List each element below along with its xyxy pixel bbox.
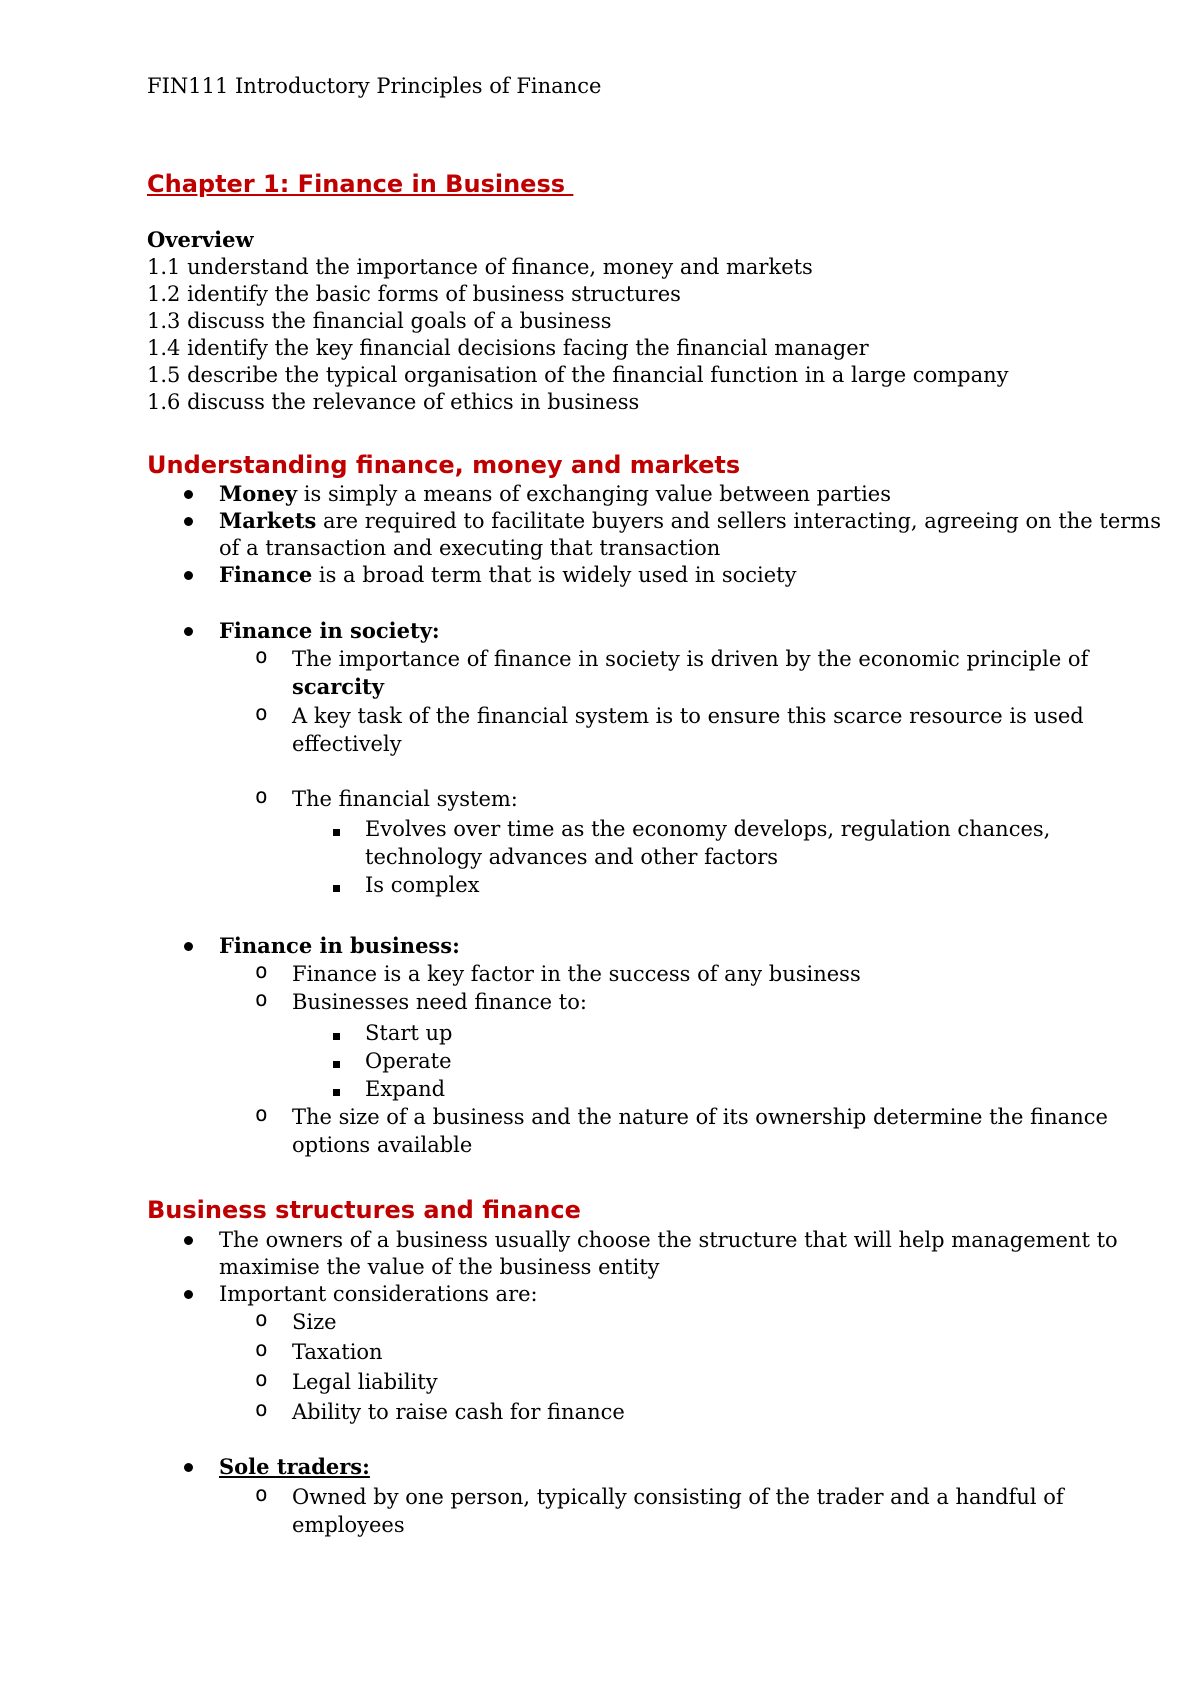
markets-text-cont: of a transaction and executing that transaction bbox=[219, 536, 721, 560]
circle-bullet-icon: o bbox=[255, 1367, 268, 1391]
bullet-icon bbox=[184, 1463, 193, 1472]
term-scarcity: scarcity bbox=[292, 674, 384, 699]
bullet-icon bbox=[184, 490, 193, 499]
system-point: Is complex bbox=[365, 873, 480, 897]
overview-item: 1.4 identify the key financial decisions facing the financial manager bbox=[147, 336, 869, 360]
circle-bullet-icon: o bbox=[255, 701, 268, 725]
society-point-cont: effectively bbox=[292, 732, 402, 756]
system-point-cont: technology advances and other factors bbox=[365, 845, 779, 869]
circle-bullet-icon: o bbox=[255, 1337, 268, 1361]
business-point: Finance is a key factor in the success of any business bbox=[292, 962, 861, 986]
section-heading-markets: Understanding finance, money and markets bbox=[147, 451, 741, 479]
square-bullet-icon bbox=[333, 885, 340, 892]
chapter-title: Chapter 1: Finance in Business bbox=[147, 170, 574, 198]
structures-point: The owners of a business usually choose the structure that will help management to bbox=[219, 1228, 1118, 1252]
bullet-icon bbox=[184, 942, 193, 951]
bullet-icon bbox=[184, 517, 193, 526]
circle-bullet-icon: o bbox=[255, 644, 268, 668]
sole-traders-heading: Sole traders: bbox=[219, 1454, 370, 1479]
money-text: is simply a means of exchanging value between parties bbox=[297, 482, 891, 506]
circle-bullet-icon: o bbox=[255, 959, 268, 983]
overview-item: 1.1 understand the importance of finance, money and markets bbox=[147, 255, 813, 279]
overview-item: 1.6 discuss the relevance of ethics in business bbox=[147, 390, 640, 414]
finance-in-business-heading: Finance in business: bbox=[219, 933, 460, 958]
overview-heading: Overview bbox=[147, 227, 254, 252]
term-finance: Finance bbox=[219, 562, 313, 587]
system-point: Evolves over time as the economy develops, regulation chances, bbox=[365, 817, 1051, 841]
term-markets: Markets bbox=[219, 508, 317, 533]
markets-text: are required to facilitate buyers and sellers interacting, agreeing on the terms bbox=[316, 509, 1161, 533]
circle-bullet-icon: o bbox=[255, 1102, 268, 1126]
consideration-item: Taxation bbox=[292, 1340, 383, 1364]
society-point: A key task of the financial system is to ensure this scarce resource is used bbox=[292, 704, 1084, 728]
consideration-item: Size bbox=[292, 1310, 337, 1334]
money-bullet bbox=[219, 480, 891, 508]
square-bullet-icon bbox=[333, 829, 340, 836]
need-item: Expand bbox=[365, 1077, 446, 1101]
circle-bullet-icon: o bbox=[255, 1307, 268, 1331]
square-bullet-icon bbox=[333, 1061, 340, 1068]
markets-bullet bbox=[219, 507, 1161, 535]
page-header: FIN111 Introductory Principles of Finance bbox=[147, 74, 602, 98]
bullet-icon bbox=[184, 627, 193, 636]
need-item: Start up bbox=[365, 1021, 453, 1045]
circle-bullet-icon: o bbox=[255, 784, 268, 808]
finance-in-society-heading: Finance in society: bbox=[219, 618, 440, 643]
bullet-icon bbox=[184, 571, 193, 580]
circle-bullet-icon: o bbox=[255, 1397, 268, 1421]
sole-traders-point-cont: employees bbox=[292, 1513, 405, 1537]
overview-item: 1.5 describe the typical organisation of the financial function in a large company bbox=[147, 363, 1009, 387]
structures-point: Important considerations are: bbox=[219, 1282, 538, 1306]
structures-point-cont: maximise the value of the business entity bbox=[219, 1255, 660, 1279]
overview-item: 1.2 identify the basic forms of business structures bbox=[147, 282, 681, 306]
consideration-item: Legal liability bbox=[292, 1370, 438, 1394]
financial-system-heading: The financial system: bbox=[292, 787, 518, 811]
business-point: Businesses need finance to: bbox=[292, 990, 587, 1014]
need-item: Operate bbox=[365, 1049, 452, 1073]
circle-bullet-icon: o bbox=[255, 1482, 268, 1506]
business-point: The size of a business and the nature of its ownership determine the finance bbox=[292, 1105, 1108, 1129]
sole-traders-point: Owned by one person, typically consisting of the trader and a handful of bbox=[292, 1485, 1064, 1509]
finance-bullet bbox=[219, 561, 796, 589]
circle-bullet-icon: o bbox=[255, 987, 268, 1011]
overview-item: 1.3 discuss the financial goals of a business bbox=[147, 309, 612, 333]
square-bullet-icon bbox=[333, 1089, 340, 1096]
finance-text: is a broad term that is widely used in society bbox=[312, 563, 797, 587]
society-point: The importance of finance in society is driven by the economic principle of bbox=[292, 647, 1089, 671]
business-point-cont: options available bbox=[292, 1133, 473, 1157]
section-heading-structures: Business structures and finance bbox=[147, 1196, 581, 1224]
bullet-icon bbox=[184, 1290, 193, 1299]
bullet-icon bbox=[184, 1236, 193, 1245]
term-money: Money bbox=[219, 481, 298, 506]
consideration-item: Ability to raise cash for finance bbox=[292, 1400, 625, 1424]
square-bullet-icon bbox=[333, 1033, 340, 1040]
